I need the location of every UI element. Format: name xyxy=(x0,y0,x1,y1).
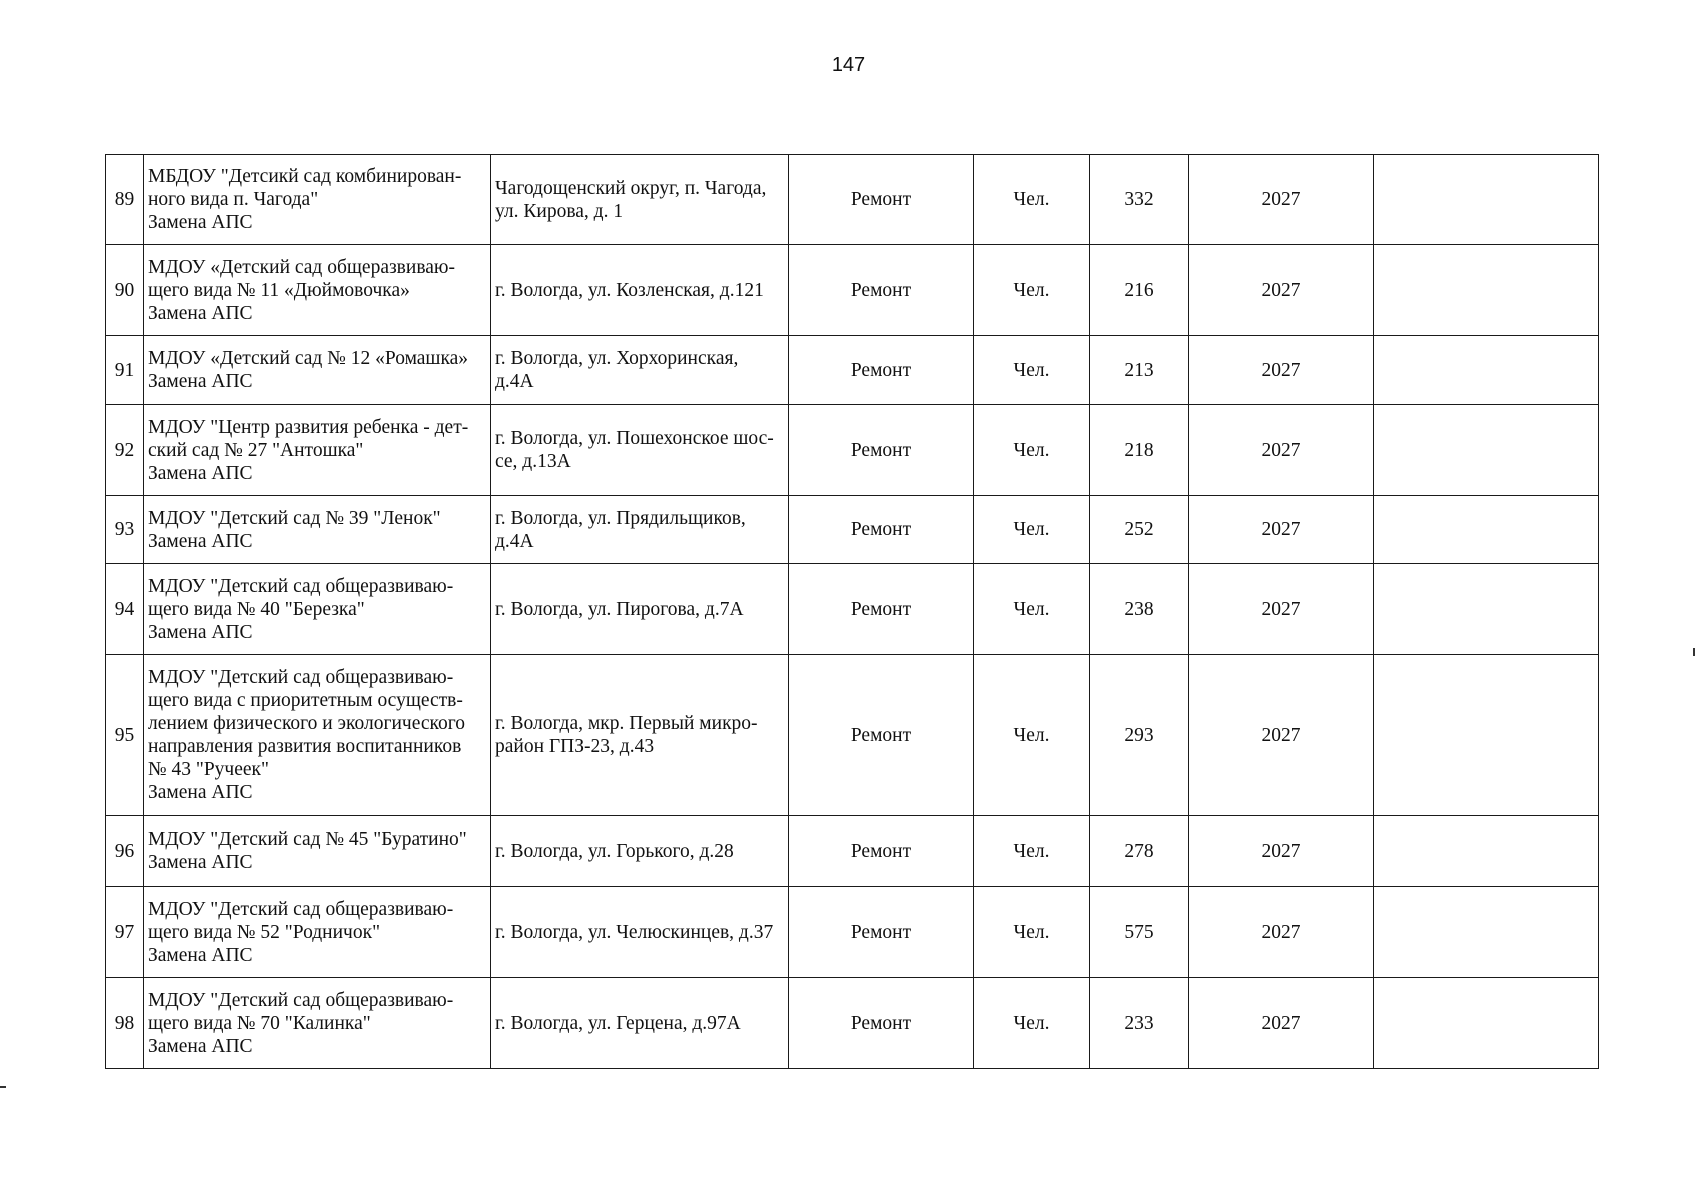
year-cell xyxy=(1189,405,1374,496)
year-cell xyxy=(1189,336,1374,405)
object-name-cell xyxy=(144,816,491,887)
address-line: д.4А xyxy=(495,371,534,392)
row-number: 92 xyxy=(114,439,135,461)
unit: Чел. xyxy=(1013,279,1050,301)
note-cell xyxy=(1374,336,1599,405)
quantity: 218 xyxy=(1124,439,1154,461)
object-name-line: Замена АПС xyxy=(148,371,253,392)
quantity: 332 xyxy=(1124,189,1154,210)
row-number-cell xyxy=(106,155,144,245)
object-name-line: Замена АПС xyxy=(148,302,253,324)
work-type-cell xyxy=(789,978,974,1069)
year: 2027 xyxy=(1261,279,1301,301)
address-cell xyxy=(491,336,789,405)
row-number-cell xyxy=(106,336,144,405)
unit: Чел. xyxy=(1013,1012,1050,1034)
address-line: район ГПЗ-23, д.43 xyxy=(495,736,655,757)
object-name-line: Замена АПС xyxy=(148,212,253,233)
work-type-cell xyxy=(789,405,974,496)
year: 2027 xyxy=(1261,519,1301,540)
unit-cell xyxy=(974,336,1090,405)
object-name-cell xyxy=(144,564,491,655)
work-type: Ремонт xyxy=(850,439,912,461)
unit-cell xyxy=(974,405,1090,496)
quantity-cell xyxy=(1090,405,1189,496)
object-name-line: Замена АПС xyxy=(148,782,253,803)
unit: Чел. xyxy=(1013,921,1050,943)
row-number-cell xyxy=(106,405,144,496)
unit-cell xyxy=(974,155,1090,245)
work-type: Ремонт xyxy=(850,359,912,381)
row-number: 89 xyxy=(114,189,135,210)
address-line: се, д.13А xyxy=(495,451,571,472)
year: 2027 xyxy=(1261,598,1301,620)
year-cell xyxy=(1189,564,1374,655)
work-type-cell xyxy=(789,336,974,405)
work-type-cell xyxy=(789,496,974,564)
address-line: д.4А xyxy=(495,530,534,552)
note-cell xyxy=(1374,496,1599,564)
object-name-line: № 43 "Ручеек" xyxy=(148,759,269,780)
table-row xyxy=(106,405,1599,496)
row-number: 97 xyxy=(114,921,135,943)
object-name-line: щего вида № 11 «Дюймовочка» xyxy=(148,279,410,301)
row-number-cell xyxy=(106,655,144,816)
quantity: 575 xyxy=(1124,921,1154,943)
address-line: г. Вологда, мкр. Первый микро- xyxy=(495,713,758,734)
object-name-line: Замена АПС xyxy=(148,621,253,643)
object-name-cell xyxy=(144,405,491,496)
year-cell xyxy=(1189,496,1374,564)
unit: Чел. xyxy=(1013,189,1050,210)
quantity-cell xyxy=(1090,564,1189,655)
row-number: 98 xyxy=(114,1012,135,1034)
row-number-cell xyxy=(106,245,144,336)
object-name-line: Замена АПС xyxy=(148,852,253,873)
address-cell xyxy=(491,655,789,816)
table-body xyxy=(106,155,1599,1069)
object-name-line: МДОУ "Детский сад общеразвиваю- xyxy=(148,898,454,920)
work-type-cell xyxy=(789,564,974,655)
address-cell xyxy=(491,978,789,1069)
quantity: 238 xyxy=(1124,598,1154,620)
object-name-cell xyxy=(144,655,491,816)
unit-cell xyxy=(974,496,1090,564)
address-line: г. Вологда, ул. Козленская, д.121 xyxy=(495,279,764,301)
unit: Чел. xyxy=(1013,519,1050,540)
table-row xyxy=(106,336,1599,405)
note-cell xyxy=(1374,655,1599,816)
table-row xyxy=(106,816,1599,887)
year-cell xyxy=(1189,655,1374,816)
address-line: г. Вологда, ул. Горького, д.28 xyxy=(495,840,734,862)
table-row xyxy=(106,155,1599,245)
object-name-line: МДОУ "Детский сад № 45 "Буратино" xyxy=(148,829,467,850)
work-type: Ремонт xyxy=(850,519,912,540)
quantity: 233 xyxy=(1124,1012,1154,1034)
year-cell xyxy=(1189,816,1374,887)
year: 2027 xyxy=(1261,359,1301,381)
row-number-cell xyxy=(106,887,144,978)
unit: Чел. xyxy=(1013,724,1050,746)
object-name-line: МБДОУ "Детсикй сад комбинирован- xyxy=(148,166,462,187)
object-name-line: Замена АПС xyxy=(148,944,253,966)
object-name-line: ного вида п. Чагода" xyxy=(148,189,319,210)
quantity-cell xyxy=(1090,496,1189,564)
table-row xyxy=(106,564,1599,655)
note-cell xyxy=(1374,816,1599,887)
note-cell xyxy=(1374,978,1599,1069)
unit: Чел. xyxy=(1013,840,1050,862)
object-name-cell xyxy=(144,245,491,336)
year: 2027 xyxy=(1261,921,1301,943)
unit-cell xyxy=(974,816,1090,887)
note-cell xyxy=(1374,155,1599,245)
year: 2027 xyxy=(1261,439,1301,461)
work-type: Ремонт xyxy=(850,840,912,862)
row-number: 93 xyxy=(114,519,135,540)
object-name-line: МДОУ "Детский сад общеразвиваю- xyxy=(148,989,454,1011)
table-row xyxy=(106,496,1599,564)
year-cell xyxy=(1189,887,1374,978)
work-type-cell xyxy=(789,655,974,816)
address-cell xyxy=(491,816,789,887)
unit-cell xyxy=(974,978,1090,1069)
row-number: 95 xyxy=(114,724,135,746)
work-type: Ремонт xyxy=(850,1012,912,1034)
unit: Чел. xyxy=(1013,359,1050,381)
object-name-line: щего вида № 52 "Родничок" xyxy=(148,921,381,943)
row-number: 91 xyxy=(114,359,135,381)
object-name-cell xyxy=(144,155,491,245)
address-line: г. Вологда, ул. Челюскинцев, д.37 xyxy=(495,921,774,943)
note-cell xyxy=(1374,405,1599,496)
year-cell xyxy=(1189,245,1374,336)
address-line: г. Вологда, ул. Герцена, д.97А xyxy=(495,1012,741,1034)
object-name-line: Замена АПС xyxy=(148,1035,253,1057)
note-cell xyxy=(1374,564,1599,655)
year: 2027 xyxy=(1261,724,1301,746)
address-line: г. Вологда, ул. Хорхоринская, xyxy=(495,348,739,369)
quantity-cell xyxy=(1090,155,1189,245)
address-cell xyxy=(491,564,789,655)
work-type-cell xyxy=(789,887,974,978)
object-name-line: МДОУ «Детский сад общеразвиваю- xyxy=(148,256,455,278)
object-name-line: МДОУ "Центр развития ребенка - дет- xyxy=(148,416,469,438)
year: 2027 xyxy=(1261,189,1301,210)
quantity-cell xyxy=(1090,978,1189,1069)
row-number: 94 xyxy=(114,598,135,620)
object-name-cell xyxy=(144,978,491,1069)
quantity-cell xyxy=(1090,887,1189,978)
object-name-line: МДОУ "Детский сад общеразвиваю- xyxy=(148,575,454,597)
unit: Чел. xyxy=(1013,439,1050,461)
object-name-line: Замена АПС xyxy=(148,530,253,552)
row-number: 96 xyxy=(114,840,135,862)
work-type: Ремонт xyxy=(850,279,912,301)
quantity: 293 xyxy=(1124,724,1154,746)
quantity: 278 xyxy=(1124,840,1154,862)
quantity-cell xyxy=(1090,336,1189,405)
work-type-cell xyxy=(789,816,974,887)
work-type: Ремонт xyxy=(850,921,912,943)
unit-cell xyxy=(974,655,1090,816)
quantity-cell xyxy=(1090,245,1189,336)
object-name-line: ский сад № 27 "Антошка" xyxy=(148,439,364,461)
address-line: г. Вологда, ул. Прядильщиков, xyxy=(495,507,746,529)
object-name-line: щего вида № 70 "Калинка" xyxy=(148,1012,371,1034)
address-line: г. Вологда, ул. Пошехонское шос- xyxy=(495,428,774,449)
table-row xyxy=(106,978,1599,1069)
address-cell xyxy=(491,405,789,496)
table-row xyxy=(106,887,1599,978)
work-type-cell xyxy=(789,155,974,245)
address-cell xyxy=(491,496,789,564)
work-type-cell xyxy=(789,245,974,336)
address-line: г. Вологда, ул. Пирогова, д.7А xyxy=(495,598,744,620)
table-row xyxy=(106,655,1599,816)
margin-mark-left xyxy=(0,1086,6,1088)
address-line: ул. Кирова, д. 1 xyxy=(495,200,624,222)
row-number-cell xyxy=(106,496,144,564)
objects-table xyxy=(105,154,1599,1069)
row-number-cell xyxy=(106,978,144,1069)
unit: Чел. xyxy=(1013,598,1050,620)
unit-cell xyxy=(974,564,1090,655)
address-cell xyxy=(491,245,789,336)
year-cell xyxy=(1189,155,1374,245)
address-cell xyxy=(491,887,789,978)
object-name-line: щего вида с приоритетным осуществ- xyxy=(148,690,463,711)
year: 2027 xyxy=(1261,1012,1301,1034)
object-name-line: Замена АПС xyxy=(148,462,253,484)
work-type: Ремонт xyxy=(850,724,912,746)
row-number-cell xyxy=(106,564,144,655)
page-number: 147 xyxy=(831,54,866,76)
object-name-line: МДОУ «Детский сад № 12 «Ромашка» xyxy=(148,348,469,369)
row-number-cell xyxy=(106,816,144,887)
object-name-cell xyxy=(144,336,491,405)
object-name-cell xyxy=(144,496,491,564)
object-name-line: МДОУ "Детский сад № 39 "Ленок" xyxy=(148,507,441,529)
quantity-cell xyxy=(1090,816,1189,887)
year-cell xyxy=(1189,978,1374,1069)
margin-mark-right xyxy=(1693,648,1695,656)
object-name-line: щего вида № 40 "Березка" xyxy=(148,598,365,620)
quantity: 213 xyxy=(1124,359,1154,381)
unit-cell xyxy=(974,245,1090,336)
object-name-line: лением физического и экологического xyxy=(148,713,465,734)
object-name-line: направления развития воспитанников xyxy=(148,736,462,757)
work-type: Ремонт xyxy=(850,189,912,210)
quantity: 252 xyxy=(1124,519,1154,540)
quantity-cell xyxy=(1090,655,1189,816)
note-cell xyxy=(1374,887,1599,978)
object-name-cell xyxy=(144,887,491,978)
unit-cell xyxy=(974,887,1090,978)
year: 2027 xyxy=(1261,840,1301,862)
table-row xyxy=(106,245,1599,336)
note-cell xyxy=(1374,245,1599,336)
row-number: 90 xyxy=(114,279,135,301)
quantity: 216 xyxy=(1124,279,1154,301)
address-line: Чагодощенский округ, п. Чагода, xyxy=(495,177,767,199)
object-name-line: МДОУ "Детский сад общеразвиваю- xyxy=(148,667,454,688)
address-cell xyxy=(491,155,789,245)
work-type: Ремонт xyxy=(850,598,912,620)
